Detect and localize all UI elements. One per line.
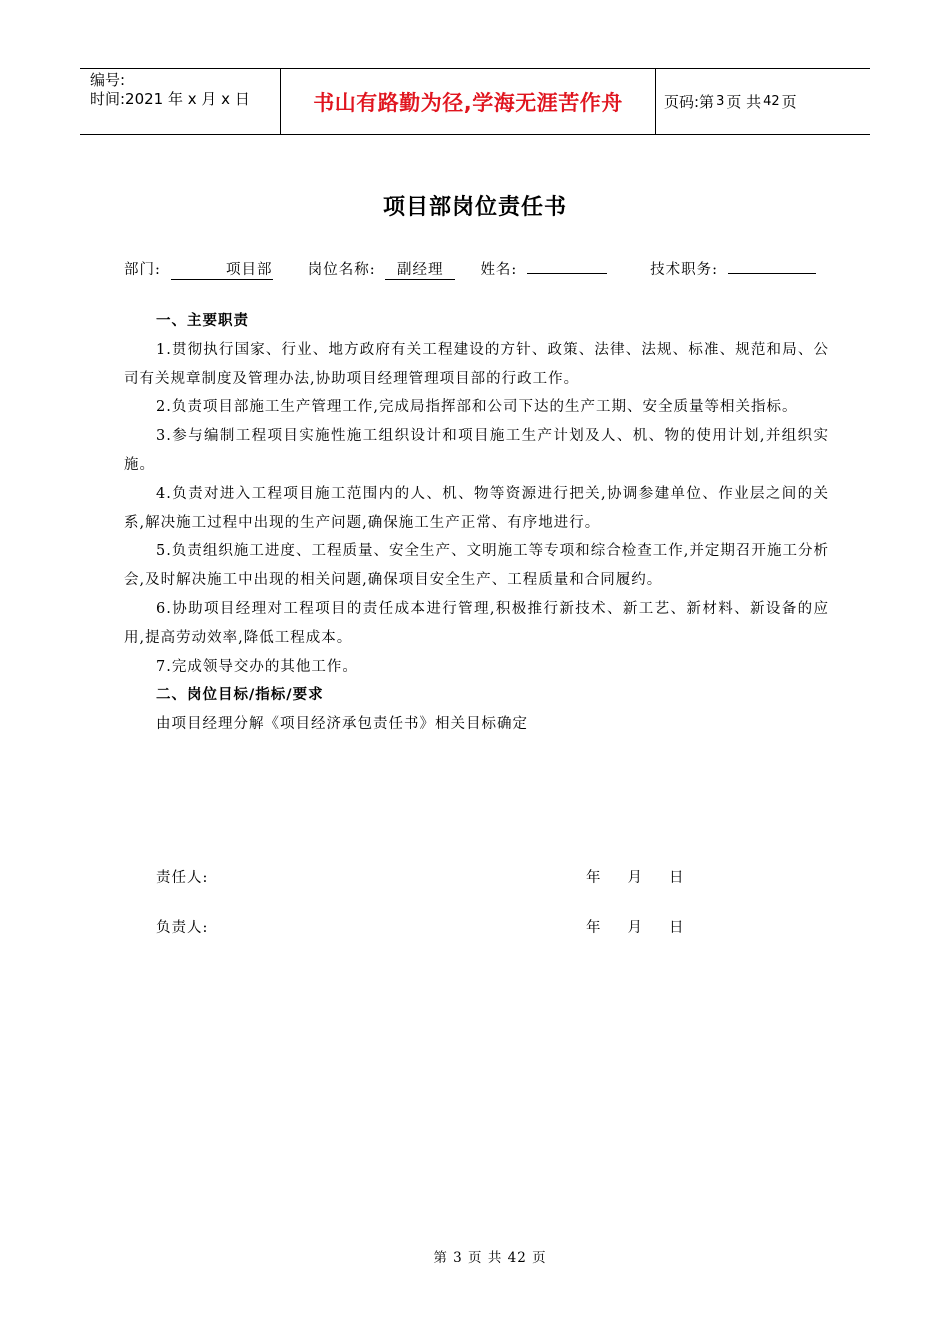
duty-item: 3.参与编制工程项目实施性施工组织设计和项目施工生产计划及人、机、物的使用计划,并组织实施。 (124, 428, 829, 473)
duty-item: 1.贯彻执行国家、行业、地方政府有关工程建设的方针、政策、法律、法规、标准、规范和局、公司有关规章制度及管理办法,协助项目经理管理项目部的行政工作。 (124, 341, 829, 387)
name-value (527, 273, 607, 274)
day-label: 日 (669, 870, 685, 886)
responsible-date (586, 866, 685, 887)
section-1-title: 一、主要职责 (156, 313, 249, 329)
header-page-info (656, 69, 870, 134)
year-label: 年 (586, 870, 602, 886)
position-label: 岗位名称: (307, 262, 376, 278)
duty-item: 2.负责项目部施工生产管理工作,完成局指挥部和公司下达的生产工期、安全质量等相关指标。 (156, 399, 798, 416)
info-row (124, 258, 816, 280)
page-suffix: 页 (781, 93, 797, 111)
section-2-text: 由项目经理分解《项目经济承包责任书》相关目标确定 (156, 716, 528, 733)
responsible-signature-row (156, 866, 696, 887)
page-number: 3 (716, 94, 725, 109)
day-label: 日 (669, 920, 685, 936)
leader-signature-row (156, 916, 696, 937)
page-mid: 页 共 (726, 93, 762, 111)
duty-item: 4.负责对进入工程项目施工范围内的人、机、物等资源进行把关,协调参建单位、作业层之间的关系,解决施工过程中出现的生产问题,确保施工生产正常、有序地进行。 (124, 485, 829, 531)
page-total: 42 (763, 94, 780, 109)
leader-label: 负责人: (156, 920, 209, 936)
dept-label: 部门: (124, 262, 161, 278)
header-motto: 书山有路勤为径,学海无涯苦作舟 (281, 69, 656, 134)
page-prefix: 页码:第 (664, 93, 715, 111)
duty-item: 6.协助项目经理对工程项目的责任成本进行管理,积极推行新技术、新工艺、新材料、新设备的应用,提高劳动效率,降低工程成本。 (124, 600, 829, 646)
document-title: 项目部岗位责任书 (382, 195, 567, 220)
responsible-label: 责任人: (156, 870, 209, 886)
duty-item: 7.完成领导交办的其他工作。 (156, 658, 358, 675)
section-2-title: 二、岗位目标/指标/要求 (156, 687, 324, 704)
tech-value (728, 273, 816, 274)
page-footer: 第 3 页 共 42 页 (433, 1250, 547, 1266)
header-meta (80, 69, 281, 134)
document-body (124, 307, 829, 739)
name-label: 姓名: (480, 262, 518, 278)
position-value: 副经理 (385, 262, 455, 280)
month-label: 月 (627, 920, 643, 936)
document-time: 时间:2021 年 x 月 x 日 (90, 90, 250, 108)
year-label: 年 (586, 920, 602, 936)
document-number-label: 编号: (90, 71, 126, 89)
tech-label: 技术职务: (650, 262, 719, 278)
document-header (80, 68, 870, 135)
leader-date (586, 916, 685, 937)
duty-item: 5.负责组织施工进度、工程质量、安全生产、文明施工等专项和综合检查工作,并定期召开施工分析会,及时解决施工中出现的相关问题,确保项目安全生产、工程质量和合同履约。 (124, 543, 829, 589)
dept-value: 项目部 (171, 262, 273, 280)
month-label: 月 (627, 870, 643, 886)
